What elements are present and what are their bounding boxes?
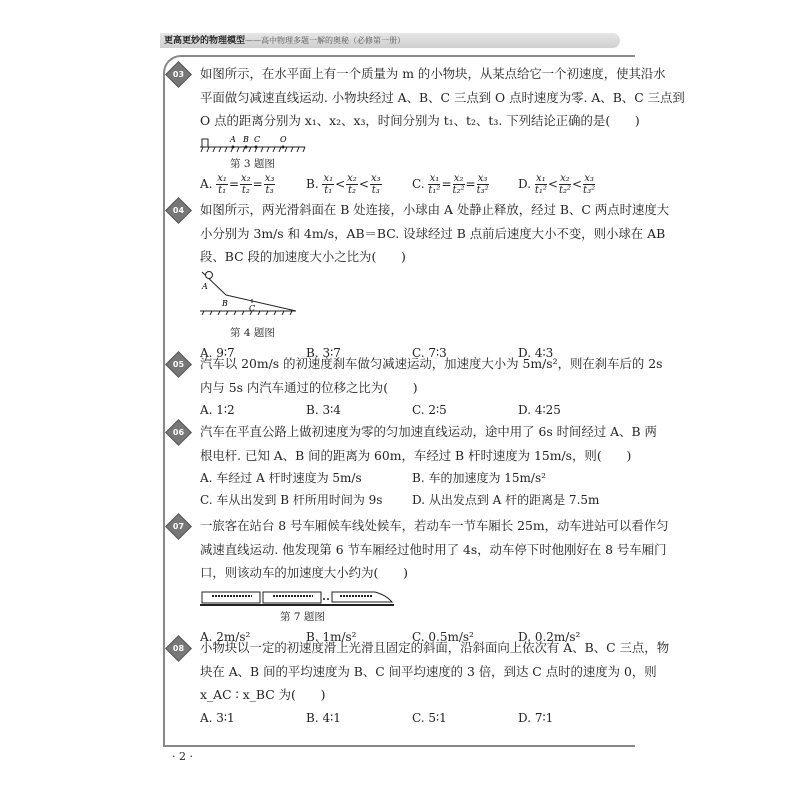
figure-caption: 第 3 题图 — [230, 157, 275, 170]
option-d[interactable]: D. $\frac{\text{x₁}}{\text{t₁²}}$ < $\frac{\text{x₂}}{\text{t₂²}}$ < $\frac{\text{x₃}}{\text{t₃²}}$ — [518, 172, 596, 196]
figure-3-diagram — [200, 133, 310, 155]
question-text: 平面做匀减速直线运动. 小物块经过 A、B、C 三点到 O 点时速度为零. A、B、C 三点到 — [200, 89, 685, 105]
question-08 — [172, 636, 670, 729]
figure-4-incline-diagram — [200, 269, 300, 324]
option-b[interactable]: B. 1m/s² — [306, 629, 357, 644]
option-a[interactable]: A. 9∶7 — [200, 345, 235, 360]
question-number-badge: 06 — [165, 419, 192, 446]
fraction: $\frac{\text{x₁}}{\text{t₁}}$ — [217, 172, 227, 196]
relation-sign: < — [571, 176, 583, 191]
fraction: $\frac{\text{x₁}}{\text{t₁²}}$ — [534, 172, 547, 196]
relation-sign: < — [335, 176, 346, 191]
fraction: $\frac{\text{x₁}}{\text{t₁²}}$ — [428, 172, 441, 196]
option-d[interactable]: D. 4∶3 — [518, 345, 554, 360]
running-header — [160, 33, 620, 48]
question-number-badge: 07 — [165, 513, 192, 540]
question-text: 一旅客在站台 8 号车厢候车线处候车，若动车一节车厢长 25m，动车进站可以看作匀 — [200, 518, 669, 533]
question-text: x_AC ∶ x_BC 为( ) — [200, 687, 326, 702]
book-subtitle: ——高中物理多题一解的奥秘（必修第一册） — [245, 36, 406, 45]
question-text: 小物块以一定的初速度滑上光滑且固定的斜面，沿斜面向上依次有 A、B、C 三点，物 — [200, 640, 670, 655]
option-a[interactable]: A. 1∶2 — [200, 403, 235, 417]
question-text: 小分别为 3m/s 和 4m/s，AB＝BC. 设球经过 B 点前后速度大小不变，则小球在 AB — [200, 225, 666, 241]
question-05 — [172, 352, 663, 421]
fraction: $\frac{\text{x₂}}{\text{t₂²}}$ — [558, 172, 571, 196]
relation-sign: = — [441, 176, 452, 191]
question-number-badge: 08 — [165, 635, 192, 662]
question-text: 如图所示，两光滑斜面在 B 处连接，小球由 A 处静止释放，经过 B、C 两点时速度大 — [200, 202, 670, 217]
option-d[interactable]: D. 0.2m/s² — [518, 629, 581, 644]
page-number: · 2 · — [172, 750, 193, 763]
question-text: 口，则该动车的加速度大小约为( ) — [200, 565, 408, 580]
figure-caption: 第 7 题图 — [280, 610, 325, 623]
fraction: $\frac{\text{x₃}}{\text{t₃}}$ — [264, 172, 275, 196]
option-d[interactable]: D. 7∶1 — [518, 710, 554, 725]
answer-options — [200, 173, 625, 196]
option-b[interactable]: B. 3∶7 — [306, 345, 341, 360]
answer-options — [200, 489, 625, 511]
svg-text:O: O — [280, 134, 287, 144]
question-text: 块在 A、B 间的平均速度为 B、C 间平均速度的 3 倍，到达 C 点时的速度为 0，则 — [200, 663, 657, 679]
question-number-badge: 04 — [165, 197, 192, 224]
svg-text:A: A — [230, 134, 236, 144]
option-a[interactable]: A. 2m/s² — [200, 629, 251, 644]
svg-text:A: A — [202, 281, 208, 291]
option-c[interactable]: C. 5∶1 — [412, 710, 447, 725]
option-b[interactable]: B. $\frac{\text{x₁}}{\text{t₁}}$ < $\frac{\text{x₂}}{\text{t₂}}$ < $\frac{\text{x₃}}{\text{t₃}}$ — [306, 172, 381, 196]
option-c[interactable]: C. 0.5m/s² — [412, 629, 474, 644]
option-a[interactable]: A. 车经过 A 杆时速度为 5m/s — [200, 471, 362, 485]
answer-options — [200, 707, 625, 729]
option-d[interactable]: D. 4∶25 — [518, 403, 561, 417]
figure-caption: 第 4 题图 — [230, 326, 275, 339]
svg-text:B: B — [222, 298, 228, 308]
question-text: 如图所示，在水平面上有一个质量为 m 的小物块，从某点给它一个初速度，使其沿水 — [200, 66, 666, 81]
question-text: 段、BC 段的加速度大小之比为( ) — [200, 249, 406, 264]
question-text: 根电杆. 已知 A、B 间的距离为 60m，车经过 B 杆时速度为 15m/s，则( ) — [200, 447, 632, 463]
fraction: $\frac{\text{x₂}}{\text{t₂}}$ — [241, 172, 251, 196]
relation-sign: < — [547, 176, 558, 191]
option-c[interactable]: C. $\frac{\text{x₁}}{\text{t₁²}}$ = $\frac{\text{x₂}}{\text{t₂²}}$ = $\frac{\text{x₃}}{\text{t₃²}}$ — [412, 172, 489, 196]
question-06 — [172, 420, 657, 511]
svg-text:C: C — [249, 303, 256, 313]
question-text: 内与 5s 内汽车通过的位移之比为( ) — [200, 379, 418, 395]
fraction: $\frac{\text{x₃}}{\text{t₃²}}$ — [476, 172, 489, 196]
question-text: 减速直线运动. 他发现第 6 节车厢经过他时用了 4s，动车停下时他刚好在 8 号车厢门 — [200, 541, 667, 557]
relation-sign: = — [252, 176, 263, 191]
answer-options — [200, 467, 625, 489]
train-illustration — [200, 588, 395, 608]
question-text: 汽车在平直公路上做初速度为零的匀加速直线运动，途中用了 6s 时间经过 A、B 两 — [200, 424, 657, 439]
relation-sign: < — [358, 176, 369, 191]
fraction: $\frac{\text{x₂}}{\text{t₂}}$ — [347, 172, 357, 196]
question-number-badge: 05 — [165, 351, 192, 378]
fraction: $\frac{\text{x₃}}{\text{t₃}}$ — [370, 172, 381, 196]
question-text: 汽车以 20m/s 的初速度刹车做匀减速运动，加速度大小为 5m/s²，则在刹车后的 2s — [200, 356, 663, 371]
option-c[interactable]: C. 车从出发到 B 杆所用时间为 9s — [200, 493, 383, 507]
book-title: 更高更妙的物理模型 — [164, 36, 246, 46]
option-b[interactable]: B. 3∶4 — [306, 403, 341, 417]
relation-sign: = — [465, 176, 476, 191]
option-a[interactable]: A. $\frac{\text{x₁}}{\text{t₁}}$ = $\frac{\text{x₂}}{\text{t₂}}$ = $\frac{\text{x₃}}{\text{t₃}}$ — [200, 172, 275, 196]
option-a[interactable]: A. 3∶1 — [200, 710, 235, 725]
question-03 — [172, 62, 685, 196]
question-text: O 点的距离分别为 x₁、x₂、x₃，时间分别为 t₁、t₂、t₃. 下列结论正确的是( ) — [200, 113, 640, 128]
svg-text:B: B — [243, 134, 249, 144]
answer-options — [200, 399, 625, 421]
svg-text:C: C — [254, 134, 261, 144]
option-d[interactable]: D. 从出发点到 A 杆的距离是 7.5m — [412, 493, 600, 507]
fraction: $\frac{\text{x₂}}{\text{t₂²}}$ — [452, 172, 465, 196]
question-number-badge: 03 — [165, 61, 192, 88]
option-b[interactable]: B. 4∶1 — [306, 710, 341, 725]
option-c[interactable]: C. 2∶5 — [412, 403, 447, 417]
fraction: $\frac{\text{x₃}}{\text{t₃²}}$ — [583, 172, 596, 196]
relation-sign: = — [228, 176, 240, 191]
option-b[interactable]: B. 车的加速度为 15m/s² — [412, 471, 546, 485]
option-c[interactable]: C. 7∶3 — [412, 345, 447, 360]
fraction: $\frac{\text{x₁}}{\text{t₁}}$ — [323, 172, 334, 196]
